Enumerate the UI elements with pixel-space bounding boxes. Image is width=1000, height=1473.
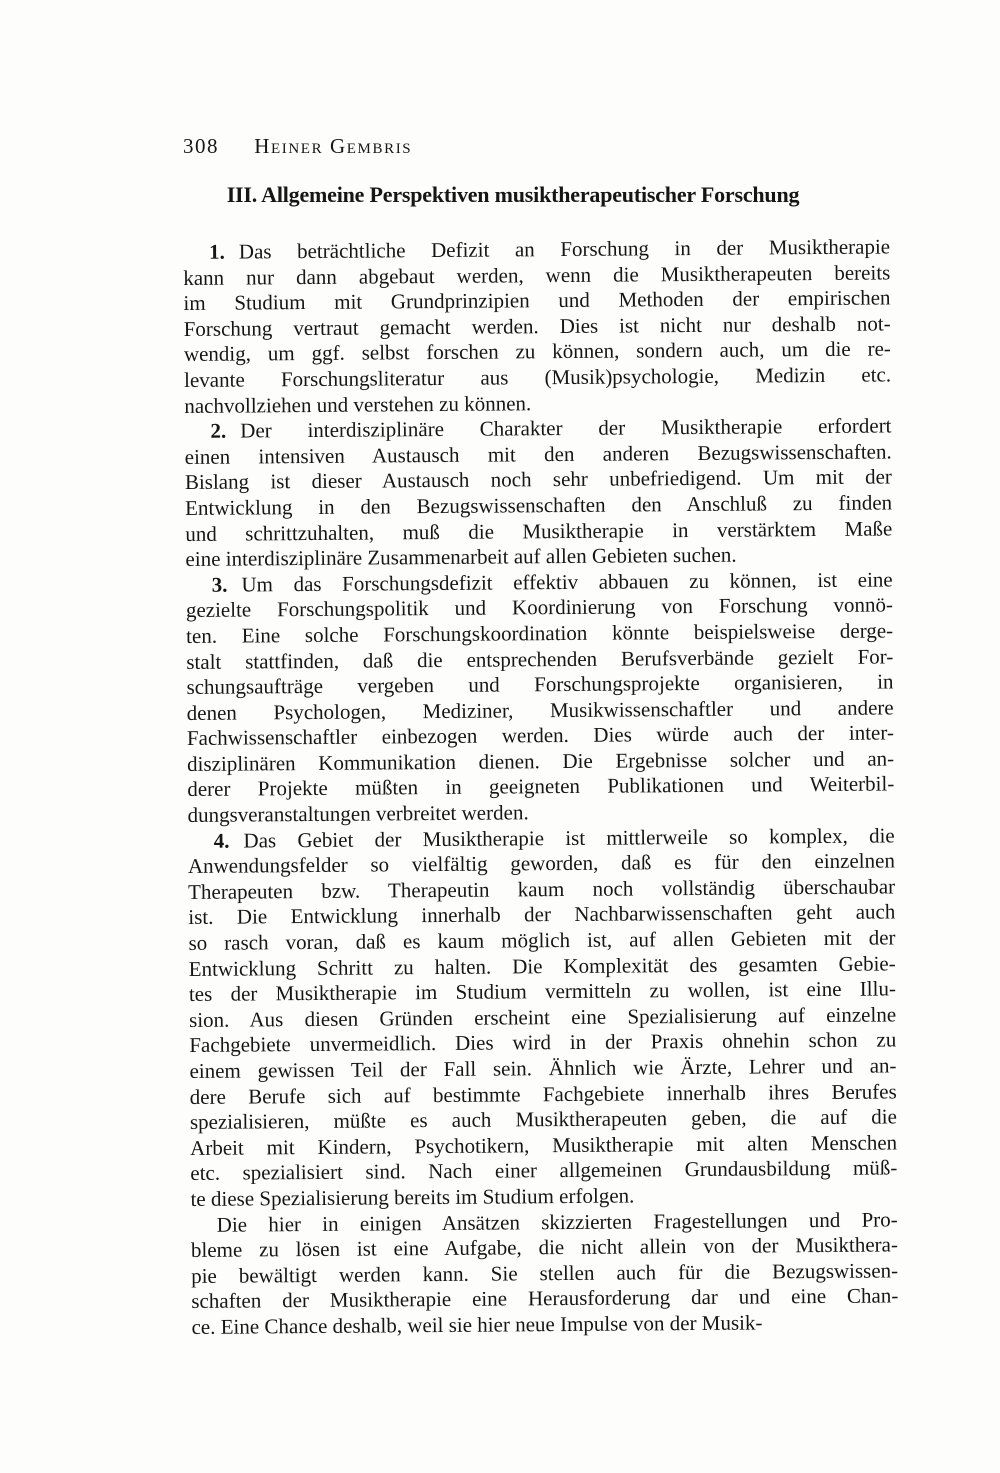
text-run: Um das Forschungsdefizit effektiv abbauen zu können, ist eine bbox=[241, 567, 893, 597]
text-line: wendig, um ggf. selbst forschen zu können, sondern auch, um die re- bbox=[183, 336, 891, 367]
text-line: derer Projekte müßten in geeigneten Publikationen und Weiterbil- bbox=[187, 771, 895, 802]
text-line: etc. spezialisiert sind. Nach einer allgemeinen Grundausbildung müß- bbox=[190, 1155, 898, 1186]
text-line: Fachgebiete unvermeidlich. Dies wird in der Praxis ohnehin schon zu bbox=[189, 1027, 897, 1058]
paragraph-number: 2. bbox=[210, 418, 227, 443]
text-line: ce. Eine Chance deshalb, weil sie hier neue Impulse von der Musik- bbox=[191, 1310, 763, 1339]
paragraph bbox=[191, 1207, 899, 1341]
text-line: tes der Musiktherapie im Studium vermitteln zu wollen, ist eine Illu- bbox=[188, 976, 896, 1007]
text-line: Therapeuten bzw. Therapeutin kaum noch vollständig überschaubar bbox=[188, 874, 896, 904]
text-line: Entwicklung Schritt zu halten. Die Komplexität des gesamten Gebie- bbox=[188, 951, 896, 981]
text-line: levante Forschungsliteratur aus (Musik)psychologie, Medizin etc. bbox=[184, 362, 892, 392]
text-line: schungsaufträge vergeben und Forschungsprojekte organisieren, in bbox=[186, 669, 894, 700]
body-text bbox=[183, 234, 899, 1340]
text-line: gezielte Forschungspolitik und Koordinierung von Forschung vonnö- bbox=[185, 592, 893, 623]
paragraph bbox=[183, 234, 891, 419]
text-line: eine interdisziplinäre Zusammenarbeit auf allen Gebieten suchen. bbox=[185, 542, 737, 572]
paragraph bbox=[184, 414, 892, 573]
text-line: disziplinären Kommunikation dienen. Die Ergebnisse solcher und an- bbox=[187, 746, 895, 776]
text-line: so rasch voran, daß es kaum möglich ist, auf allen Gebieten mit der bbox=[188, 925, 896, 956]
text-line: denen Psychologen, Mediziner, Musikwissenschaftler und andere bbox=[186, 695, 894, 725]
text-line: bleme zu lösen ist eine Aufgabe, die nicht allein von der Musikthera- bbox=[190, 1232, 899, 1263]
text-line: Bislang ist dieser Austausch noch sehr unbefriedigend. Um mit der bbox=[184, 464, 892, 495]
text-run: Das beträchtliche Defizit an Forschung in der Musiktherapie bbox=[238, 234, 891, 264]
text-line: Forschung vertraut gemacht werden. Dies ist nicht nur deshalb not- bbox=[183, 311, 891, 341]
running-header bbox=[183, 134, 412, 159]
text-line: dere Berufe sich auf bestimmte Fachgebiete innerhalb ihres Berufes bbox=[189, 1079, 897, 1109]
text-line: sion. Aus diesen Gründen erscheint eine Spezialisierung auf einzelne bbox=[189, 1002, 897, 1032]
text-line: kann nur dann abgebaut werden, wenn die Musiktherapeuten bereits bbox=[183, 260, 891, 290]
text-line: einen intensiven Austausch mit den anderen Bezugswissenschaften. bbox=[184, 439, 892, 469]
text-line: Fachwissenschaftler einbezogen werden. Dies würde auch der inter- bbox=[186, 720, 894, 751]
text-run: Das Gebiet der Musiktherapie ist mittlerweile so komplex, die bbox=[243, 823, 895, 853]
text-line: spezialisieren, müßte es auch Musiktherapeuten geben, die auf die bbox=[189, 1104, 898, 1135]
text-line: nachvollziehen und verstehen zu können. bbox=[184, 390, 532, 418]
paragraph bbox=[188, 823, 898, 1212]
text-line: ten. Eine solche Forschungskoordination könnte beispielsweise derge- bbox=[186, 618, 894, 648]
page-number: 308 bbox=[183, 134, 219, 158]
text-line: Arbeit mit Kindern, Psychotikern, Musiktherapie mit alten Menschen bbox=[190, 1130, 898, 1160]
text-run: Der interdisziplinäre Charakter der Musiktherapie erfordert bbox=[240, 413, 892, 443]
paragraph-number: 1. bbox=[208, 239, 225, 264]
text-line: Die hier in einigen Ansätzen skizzierten Fragestellungen und Pro- bbox=[216, 1206, 898, 1237]
text-line: dungsveranstaltungen verbreitet werden. bbox=[187, 800, 529, 828]
text-line: pie bewältigt werden kann. Sie stellen auch für die Bezugswissen- bbox=[191, 1258, 899, 1288]
text-line: ist. Die Entwicklung innerhalb der Nachbarwissenschaften geht auch bbox=[188, 899, 896, 930]
paragraph bbox=[186, 567, 895, 828]
text-line: im Studium mit Grundprinzipien und Methoden der empirischen bbox=[183, 285, 891, 316]
text-line: Entwicklung in den Bezugswissenschaften den Anschluß zu finden bbox=[185, 490, 893, 520]
text-line: Anwendungsfelder so vielfältig geworden, daß es für den einzelnen bbox=[187, 848, 895, 879]
text-line: einem gewissen Teil der Fall sein. Ähnlich wie Ärzte, Lehrer und an- bbox=[189, 1053, 897, 1083]
text-line: te diese Spezialisierung bereits im Studium erfolgen. bbox=[190, 1183, 635, 1211]
paragraph-number: 4. bbox=[213, 828, 230, 853]
text-line: stalt stattfinden, daß die entsprechenden Berufsverbände gezielt For- bbox=[186, 643, 894, 674]
text-line: und schrittzuhalten, muß die Musiktherapie in verstärktem Maße bbox=[185, 515, 893, 546]
text-line: schaften der Musiktherapie eine Herausforderung dar und eine Chan- bbox=[191, 1283, 899, 1314]
running-head-author: Heiner Gembris bbox=[254, 134, 413, 158]
paragraph-number: 3. bbox=[211, 572, 228, 597]
section-title: III. Allgemeine Perspektiven musiktherapeutischer Forschung bbox=[226, 182, 800, 207]
